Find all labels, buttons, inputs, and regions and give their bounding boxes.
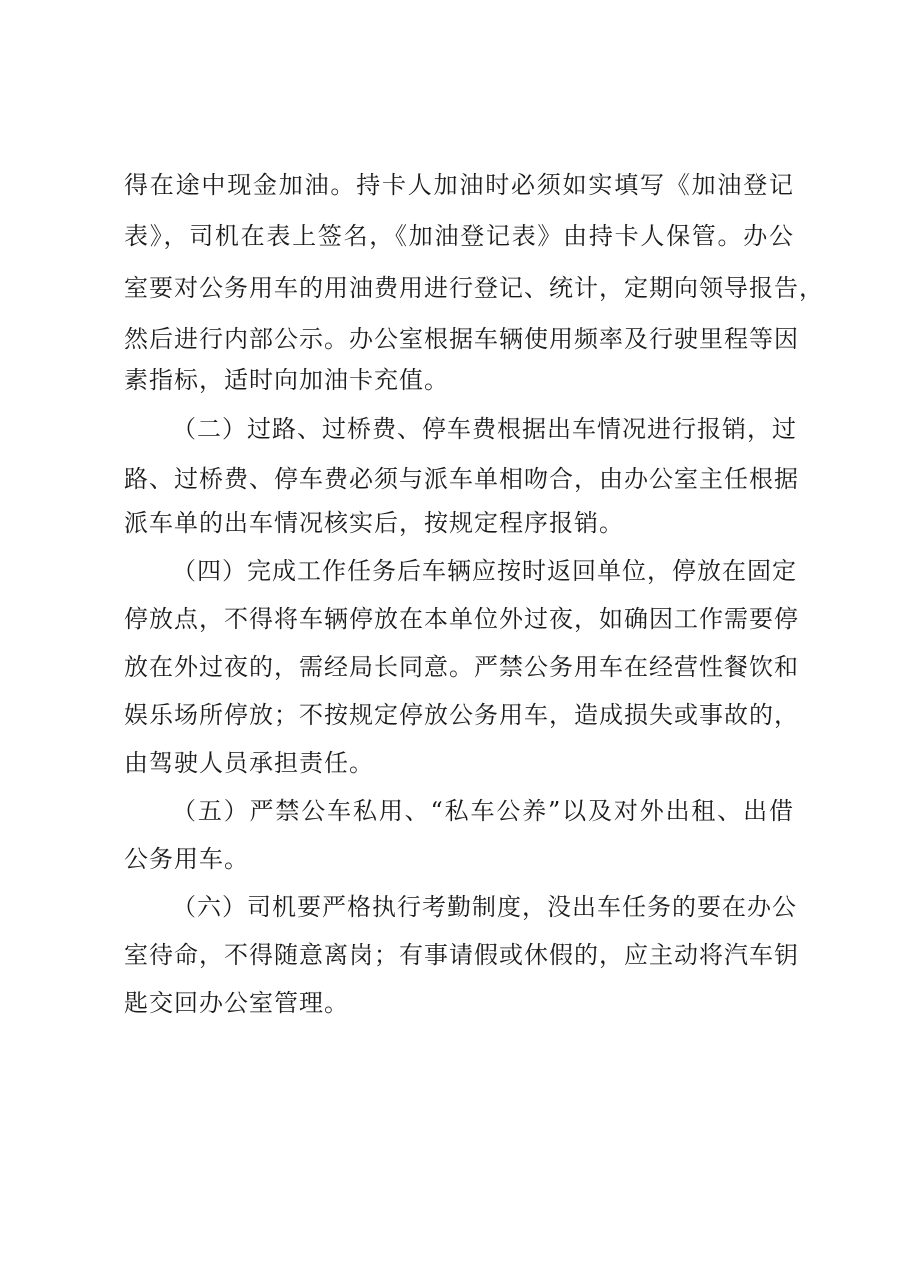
text-line: 公务用车。 (124, 845, 249, 873)
paragraph-first-line: （五）严禁公车私用、“私车公养”以及对外出租、出借 (172, 797, 794, 825)
text-line: 得在途中现金加油。持卡人加油时必须如实填写《加油登记 (124, 171, 794, 199)
text-line: 路、过桥费、停车费必须与派车单相吻合，由办公室主任根据 (124, 465, 799, 493)
text-line: 室待命，不得随意离岗；有事请假或休假的，应主动将汽车钥 (124, 941, 799, 969)
paragraph-first-line: （二）过路、过桥费、停车费根据出车情况进行报销，过 (172, 415, 797, 443)
text-line: 由驾驶人员承担责任。 (124, 749, 374, 777)
text-line: 素指标，适时向加油卡充值。 (124, 366, 449, 394)
text-line: 停放点，不得将车辆停放在本单位外过夜，如确因工作需要停 (124, 605, 799, 633)
paragraph-first-line: （六）司机要严格执行考勤制度，没出车任务的要在办公 (172, 893, 797, 921)
text-line: 室要对公务用车的用油费用进行登记、统计，定期向领导报告， (124, 274, 824, 302)
text-line: 表》，司机在表上签名，《加油登记表》由持卡人保管。办公 (124, 222, 794, 250)
text-line: 放在外过夜的，需经局长同意。严禁公务用车在经营性餐饮和 (124, 653, 799, 681)
text-line: 娱乐场所停放；不按规定停放公务用车，造成损失或事故的， (124, 701, 799, 729)
text-line: 派车单的出车情况核实后，按规定程序报销。 (124, 509, 624, 537)
text-line: 匙交回办公室管理。 (124, 989, 349, 1017)
text-line: 然后进行内部公示。办公室根据车辆使用频率及行驶里程等因 (124, 325, 799, 353)
paragraph-first-line: （四）完成工作任务后车辆应按时返回单位，停放在固定 (172, 557, 797, 585)
